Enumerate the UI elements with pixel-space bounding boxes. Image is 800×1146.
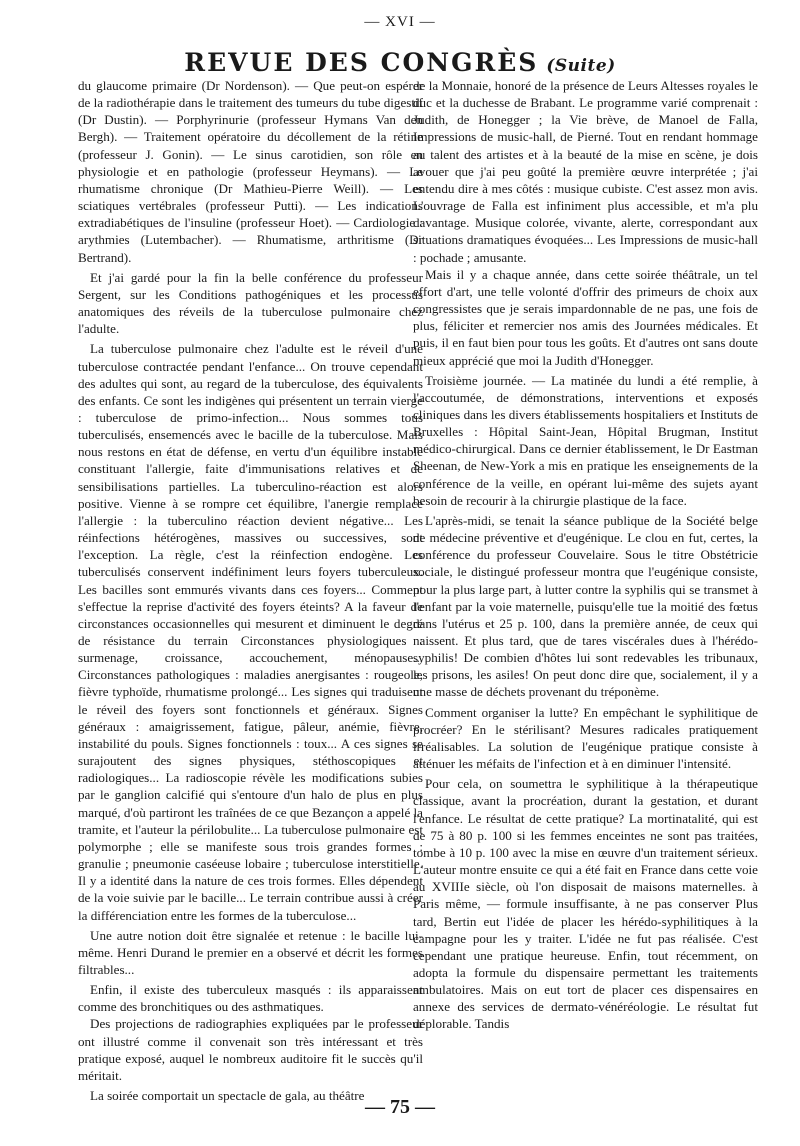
page-number: — 75 — xyxy=(365,1096,435,1118)
left-paragraph-4: Une autre notion doit être signalée et retenue : le bacille lui-même. Henri Durand le premier en a observé et décrit les formes filtrables... xyxy=(78,927,423,977)
left-column xyxy=(78,77,423,1104)
right-paragraph-5: Comment organiser la lutte? En empêchant le syphilitique de procréer? En le stérilisant? Mesures radicales pratiquement irréalisables. La solution de l'eugénique pratique consiste à atténuer les méfaits de l'infection et à en diminuer l'intensité. xyxy=(413,704,758,772)
left-paragraph-2: Et j'ai gardé pour la fin la belle conférence du professeur Sergent, sur les Conditions pathogéniques et les processus anatomiques des réveils de la tuberculose pulmonaire chez l'adulte. xyxy=(78,269,423,337)
left-paragraph-7: La soirée comportait un spectacle de gala, au théâtre xyxy=(90,1088,365,1104)
left-paragraph-6: Des projections de radiographies expliquées par le professeur ont illustré comme il convenait son très intéressant et très pratique exposé, auquel le nombreux auditoire fit le succès qu'il méritait. xyxy=(78,1016,423,1083)
right-column xyxy=(413,77,758,1033)
page-roman-numeral: — XVI — xyxy=(364,14,436,30)
left-paragraph-1: du glaucome primaire (Dr Nordenson). — Que peut-on espérer de la radiothérapie dans le traitement des tumeurs du tube digestif (Dr Dustin). — Porphyrinurie (professeur Hymans Van den Bergh). — Traitement opératoire du décollement de la rétine (professeur J. Gonin). — Le sinus carotidien, son rôle en physiologie et en pathologie (professeur Heymans). — Le rhumatisme chronique (Dr Mathieu-Pierre Weill). — Les sciatiques vertébrales (professeur Putti). — Les indications extradiabétiques de l'insuline (professeur Hoet). — Cardiologie : arythmies (Lutembacher). — Rhumatisme, arthritisme (Dr Bertrand). xyxy=(78,78,423,265)
right-paragraph-1: de la Monnaie, honoré de la présence de Leurs Altesses royales le duc et la duchesse de Brabant. Le programme varié comprenait : Judith, de Honegger ; la Vie brève, de Manoel de Falla, Impressions de music-hall, de Pierné. Tout en rendant hommage au talent des artistes et à la beauté de la mise en scène, je dois avouer que j'ai peu goûté la première œuvre interprétée ; j'ai entendu dire à mes côtés : musique cubiste. C'est assez mon avis. L'ouvrage de Falla est infiniment plus accessible, et m'a plu davantage. Musique colorée, vivante, alerte, correspondant aux situations dramatiques évoquées... Les Impressions de music-hall : pochade ; amusante. xyxy=(413,78,758,265)
right-paragraph-6: Pour cela, on soumettra le syphilitique à la thérapeutique classique, avant la procréation, durant la gestation, et durant l'enfance. Le résultat de cette pratique? La mortinatalité, qui est de 75 à 80 p. 100 si les femmes enceintes ne sont pas traitées, tombe à 10 p. 100 avec la mise en œuvre d'un traitement sérieux. L'auteur montre ensuite ce qui a été fait en France dans cette voie au XVIIIe siècle, où l'on disposait de maisons maternelles. à Paris même, — formule insuffisante, à ne pas conserver Plus tard, Bertin eut l'idée de placer les hérédo-syphilitiques à la campagne pour les y traiter. L'idée ne fut pas réalisée. C'est cependant une pratique heureuse. Enfin, tout récemment, on adopta la formule du dispensaire permettant les traitements ambulatoires. Mais on eut tort de placer ces dispensaires en annexe des services de dermato-vénéréologie. Le résultat fut déplorable. Tandis xyxy=(413,776,758,1032)
journal-section-title xyxy=(0,48,800,77)
section-title-suite: (Suite) xyxy=(546,56,616,76)
right-paragraph-4: L'après-midi, se tenait la séance publique de la Société belge de médecine préventive et d'eugénique. Le clou en fut, certes, la conférence du professeur Couvelaire. Sous le titre Obstétricie sociale, le distingué professeur montra que l'eugénique consiste, pour la plus large part, à lutter contre la syphilis qui se transmet à l'enfant par la voie maternelle, puisqu'elle tue la moitié des fœtus dans l'utérus et 25 p. 100, dans la première année, de ceux qui naissent. Et plus tard, que de tares viscérales dues à l'hérédo-syphilis! De combien d'hôtes lui sont redevables les tribunaux, les prisons, les asiles! On peut donc dire que, socialement, il y a une masse de déchets provenant du tréponème. xyxy=(413,512,758,700)
right-paragraph-3: Troisième journée. — La matinée du lundi a été remplie, à l'accoutumée, de démonstrations, interventions et exposés cliniques dans les divers établissements hospitaliers et Instituts de Bruxelles : Hôpital Saint-Jean, Hôpital Brugman, Institut médico-chirurgical. Dans ce dernier établissement, le Dr Eastman Sheenan, de New-York a mis en pratique les enseignements de la conférence de la veille, en opérant lui-même des sujets ayant besoin de recourir à la chirurgie plastique de la face. xyxy=(413,372,758,508)
section-title-text: REVUE DES CONGRÈS xyxy=(184,48,539,77)
left-paragraph-5: Enfin, il existe des tuberculeux masqués : ils apparaissent comme des bronchitiques ou des asthmatiques. xyxy=(78,982,423,1015)
right-paragraph-2: Mais il y a chaque année, dans cette soirée théâtrale, un tel effort d'art, une telle volonté d'offrir des primeurs de choix aux congressistes que je serais impardonnable de ne pas, une fois de plus, féliciter et remercier nos amis des Journées médicales. Et puis, il en faut bien pour tous les goûts. Et d'autres ont sans doute mieux apprécié que moi la Judith d'Honegger. xyxy=(413,266,758,368)
left-paragraph-3: La tuberculose pulmonaire chez l'adulte est le réveil d'une tuberculose contractée pendant l'enfance... On trouve cependant des adultes qui sont, au regard de la tuberculose, des équivalents des enfants. Ce sont les indigènes qui présentent un terrain vierge : tuberculose de primo-infection... Nous sommes tous tuberculisés, ensemencés avec le bacille de la tuberculose. Mais nous restons en état de défense, en vertu d'un équilibre instable constituant l'allergie, faite d'immunisations relatives et de sensibilisations partielles. La tuberculino-réaction est alors positive. Vienne à se rompre cet équilibre, l'anergie remplace l'allergie : la tuberculino réaction devient négative... Les réinfections hétérogènes, massives ou successives, sont l'exception. La règle, c'est la réinfection endogène. Les tuberculisés conservent indéfiniment leurs foyers tuberculeux. Les bacilles sont emmurés vivants dans ces foyers... Comment s'effectue la reprise d'activité des foyers éteints? A la faveur de circonstances occasionnelles qui mesurent et diminuent le degré de résistance du terrain Circonstances physiologiques : surmenage, croissance, accouchement, ménopause... Circonstances pathologiques : maladies anergisantes : rougeole, fièvre typhoïde, rhumatisme prolongé... Les signes qui traduisent le réveil des foyers sont fonctionnels et généraux. Signes généraux : amaigrissement, fatigue, pâleur, anémie, fièvre, instabilité du pouls. Signes fonctionnels : toux... A ces signes se surajoutent des signes physiques, stéthoscopiques et radiologiques... La radioscopie révèle les modifications subies par le ganglion calcifié qui s'entoure d'un halo de plus en plus marqué, d'où partiront les traînées de ce que Bezançon a appelé la tramite, et l'auteur la périlobulite... La tuberculose pulmonaire est polymorphe ; elle se manifeste sous trois grandes formes : granulie ; pneumonie caséeuse lobaire ; tuberculose interstitielle. Il y a identité dans la nature de ces trois formes. Elles dépendent de la voie suivie par le bacille... Le terrain contribue aussi à créer la différenciation entre les formes de la tuberculose... xyxy=(78,341,423,923)
